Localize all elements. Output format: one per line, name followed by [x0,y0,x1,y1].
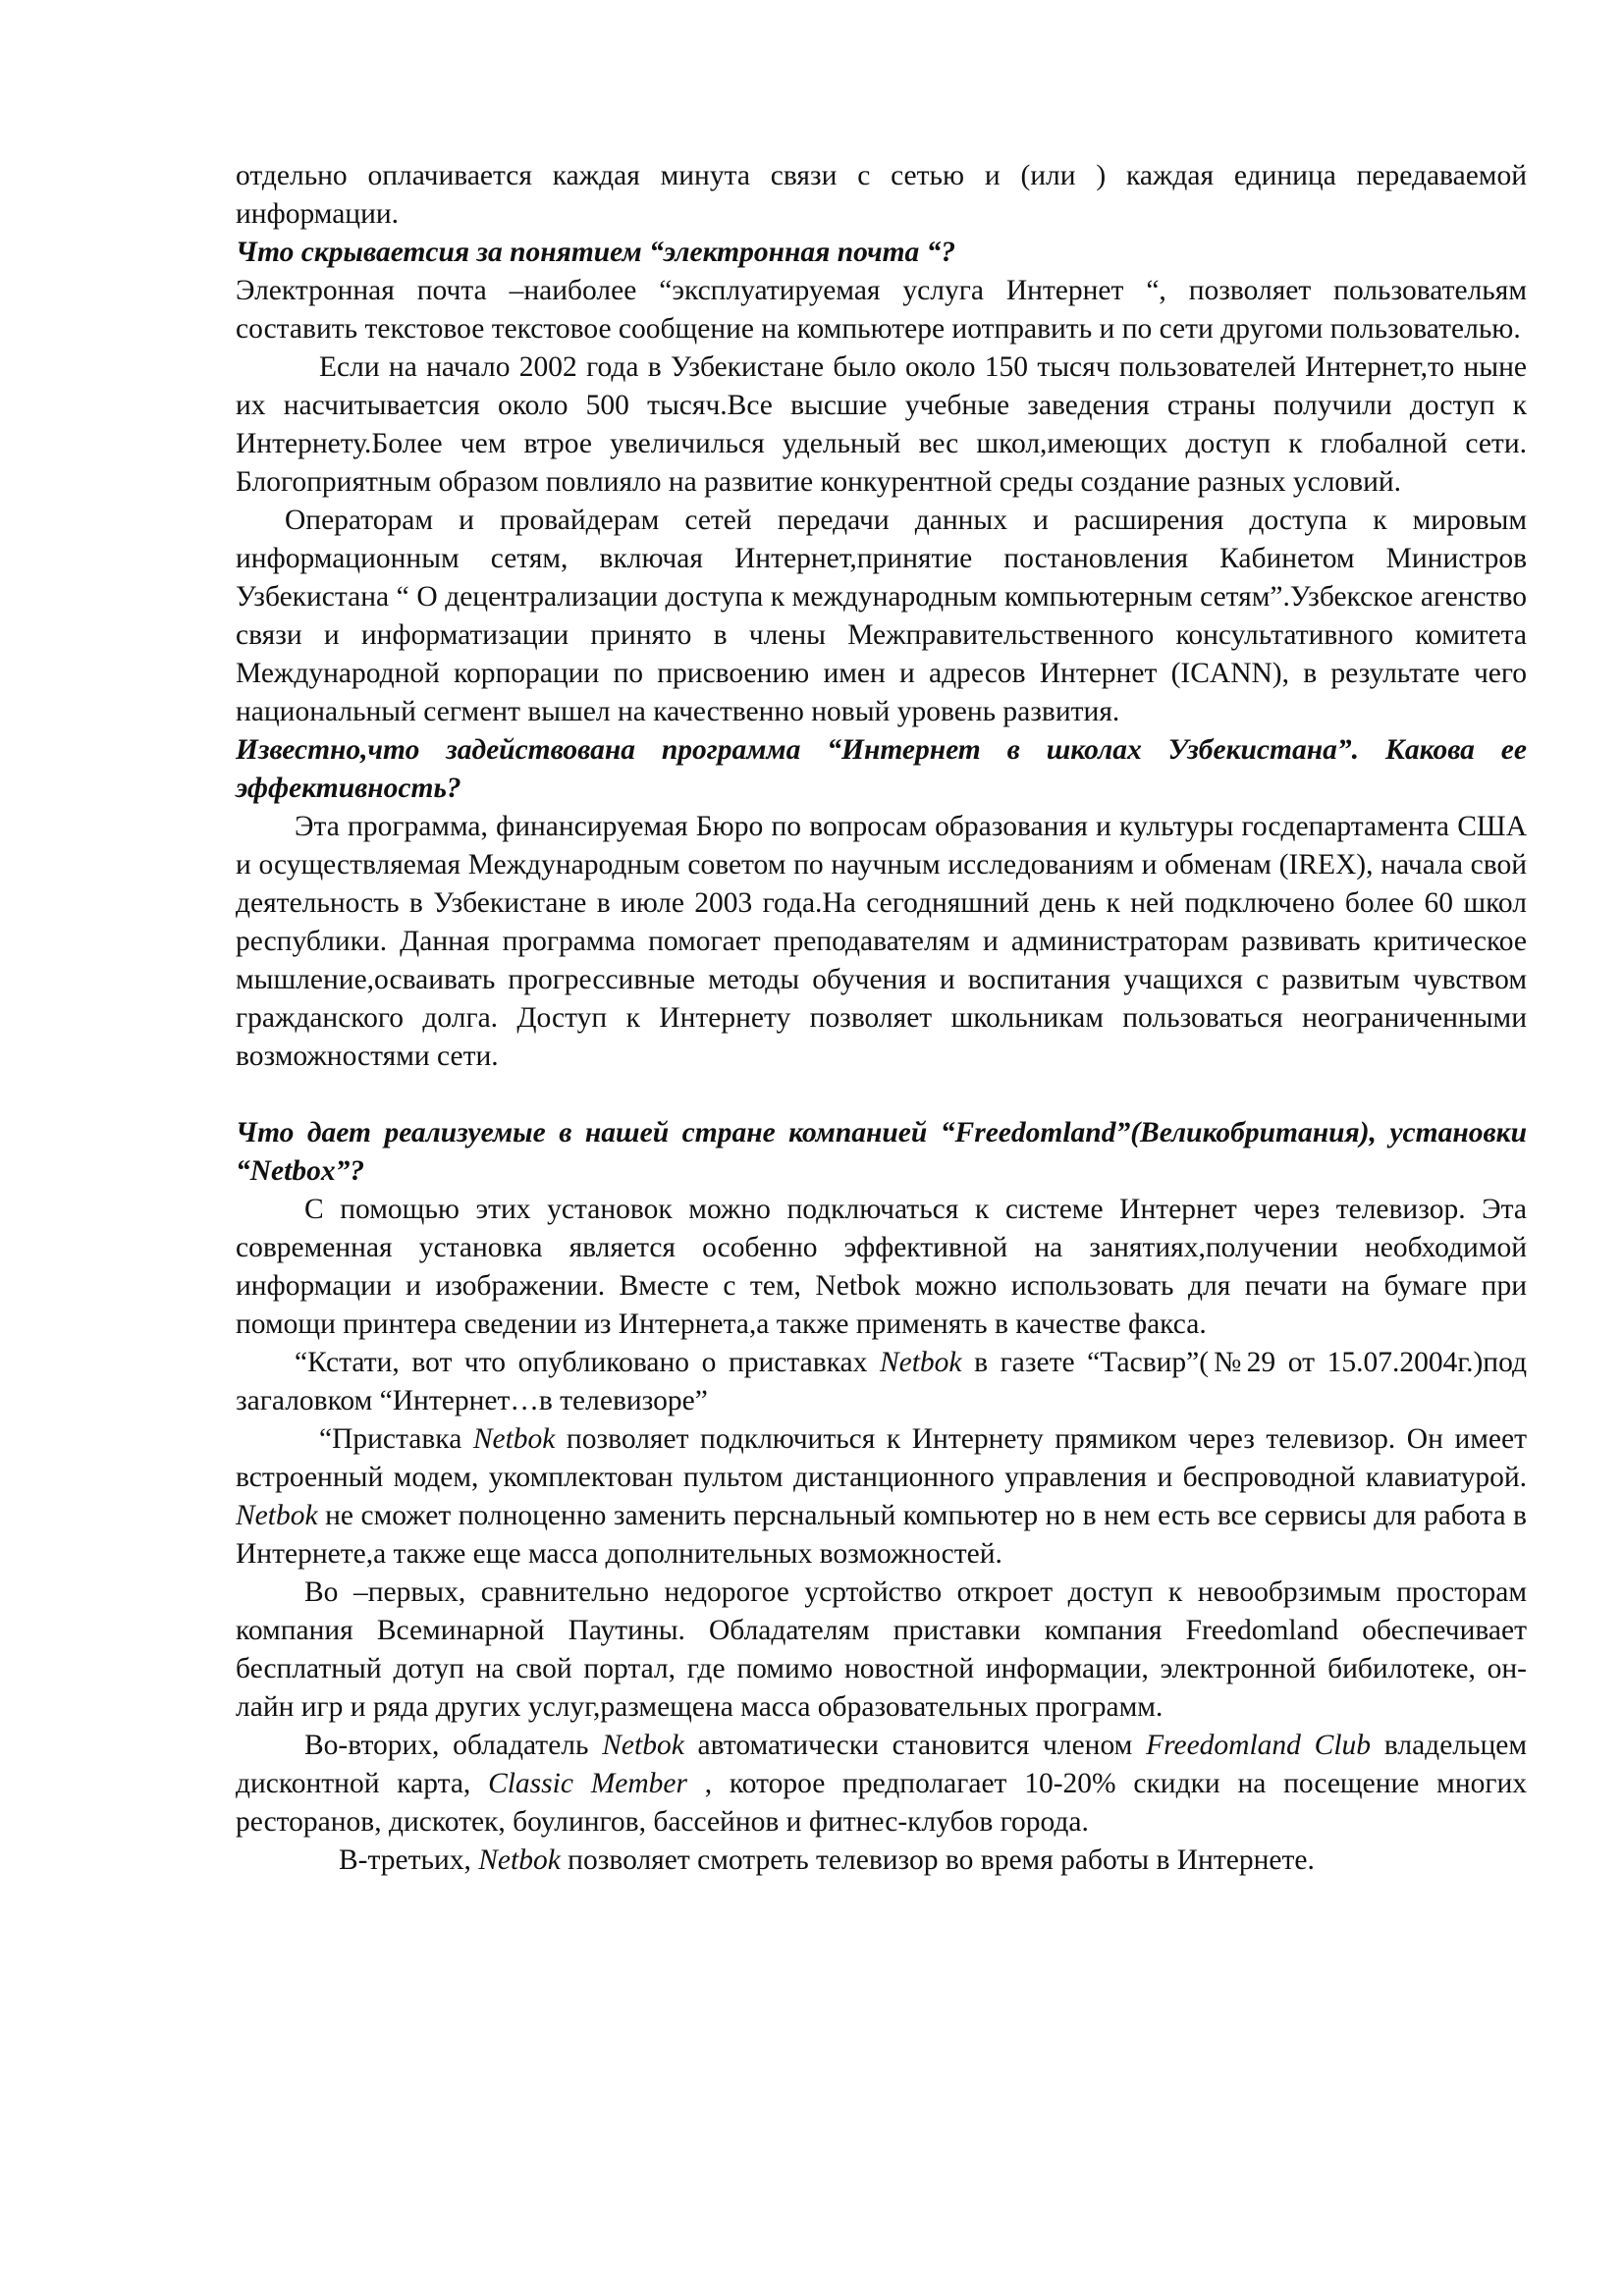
product-name: Netbok [879,1347,962,1378]
paragraph-operators: Операторам и провайдерам сетей передачи данных и расширения доступа к мировым информационным сетям, включая Интернет,принятие постановления Кабинетом Министров Узбекистана “ О децентрализации доступа к международным компьютерным сетям”.Узбекское агенство связи и информатизации принято в члены Межправительственного консультативного комитета Международной корпорации по присвоению имен и адресов Интернет (ICANN), в результате чего национальный сегмент вышел на качественно новый уровень развития. [236,505,1527,727]
paragraph-tasvir [236,1344,1527,1420]
paragraph-1: отдельно оплачивается каждая минута связи с сетью и (или ) каждая единица передаваемой информации. [236,160,1527,230]
club-name: Freedomland Club [1146,1730,1372,1761]
paragraph-third [236,1842,1527,1880]
text-span: не сможет полноценно заменить перснальный компьютер но в нем есть все сервисы для работа в Интернете,а также еще масса дополнительных возможностей. [236,1500,1527,1570]
text-span: В-третьих, [339,1844,479,1876]
text-span: автоматически становится членом [683,1730,1147,1761]
question-netbox: Что дает реализуемые в нашей стране компанией “Freedomland”(Великобритания), установки “Netbox”? [236,1117,1527,1187]
product-name: Netbok [472,1423,556,1455]
text-span: “Кстати, вот что опубликовано о приставках [295,1347,880,1378]
product-name: Netbok [478,1844,561,1876]
text-span: владельцем дисконтной карта, [236,1730,1528,1799]
text-span: “Приставка [319,1423,473,1455]
text-span: в газете “Тасвир”(№29 от 15.07.2004г.)под загаловком “Интернет…в телевизоре” [236,1347,1527,1416]
text-span: позволяет смотреть телевизор во время работы в Интернете. [560,1844,1315,1876]
question-email: Что скрываетсия за понятием “электронная почта “? [236,237,956,268]
text-span: , которое предполагает 10-20% скидки на посещение многих ресторанов, дискотек, боулингов, бассейнов и фитнес-клубов города. [236,1768,1527,1838]
paragraph-first: Во –первых, сравнительно недорогое усртойство откроет доступ к невообрзимым просторам компания Всеминарной Паутины. Обладателям приставки компания Freedomland обеспечивает бесплатный дотуп на свой портал, где помимо новостной информации, электронной бибилотеке, он-лайн игр и ряда других услуг,размещена масса образовательных программ. [236,1576,1527,1723]
paragraph-second [236,1727,1527,1842]
paragraph-email: Электронная почта –наиболее “эксплуатируемая услуга Интернет “, позволяет пользовательям составить текстовое текстовое сообщение на компьютере иотправить и по сети другоми пользователью. [236,275,1527,345]
text-span: позволяет подключиться к Интернету прямиком через телевизор. Он имеет встроенный модем, укомплектован пультом дистанционного управления и беспроводной клавиатурой. [236,1423,1527,1493]
question-schools-program: Известно,что задействована программа “Интернет в школах Узбекистана”. Какова ее эффективность? [236,734,1527,804]
blank-line [236,1076,1527,1114]
product-name: Netbok [236,1500,318,1531]
paragraph-schools-program: Эта программа, финансируемая Бюро по вопросам образования и культуры госдепартамента США и осуществляемая Международным советом по научным исследованиям и обменам (IREX), начала свой деятельность в Узбекистане в июле 2003 года.На сегодняшний день к ней подключено более 60 школ республики. Данная программа помогает преподавателям и администраторам развивать критическое мышление,осваивать прогрессивные методы обучения и воспитания учащихся с развитым чувством гражданского долга. Доступ к Интернету позволяет школьникам пользоваться неограниченными возможностями сети. [236,811,1527,1072]
paragraph-netbox: С помощью этих установок можно подключаться к системе Интернет через телевизор. Эта современная установка является особенно эффективной на занятиях,получении необходимой информации и изображении. Вместе с тем, Netbok можно использовать для печати на бумаге при помощи принтера сведении из Интернета,а также применять в качестве факса. [236,1194,1527,1340]
paragraph-users-growth: Если на начало 2002 года в Узбекистане было около 150 тысяч пользователей Интернет,то ныне их насчитываетсия около 500 тысяч.Все высшие учебные заведения страны получили доступ к Интернету.Более чем втрое увеличилься удельный вес школ,имеющих доступ к глобалной сети. Блогоприятным образом повлияло на развитие конкурентной среды создание разных условий. [236,351,1527,498]
document-page [236,157,1527,1880]
product-name: Netbok [602,1730,684,1761]
text-span: Во-вторих, обладатель [304,1730,603,1761]
paragraph-quote [236,1420,1527,1574]
card-name: Classic Member [488,1768,687,1799]
